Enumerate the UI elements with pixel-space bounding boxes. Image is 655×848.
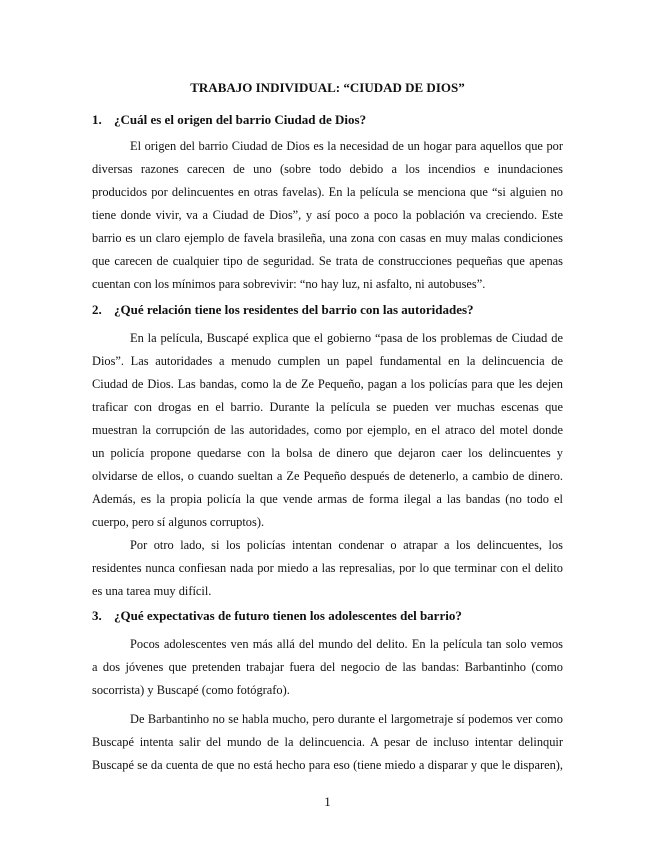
text-line: Además, es la propia policía la que vende armas de forma ilegal a las bandas (no todo el (92, 492, 563, 506)
text-line: En la película, Buscapé explica que el gobierno “pasa de los problemas de Ciudad de (130, 331, 563, 345)
section-heading-text: ¿Qué relación tiene los residentes del barrio con las autoridades? (114, 302, 474, 317)
text-line: residentes nunca confiesan nada por miedo a las represalias, por lo que terminar con el delito (92, 561, 563, 575)
text-line: socorrista) y Buscapé (como fotógrafo). (92, 683, 290, 697)
document-title: TRABAJO INDIVIDUAL: “CIUDAD DE DIOS” (190, 80, 465, 95)
paragraph (92, 708, 563, 777)
text-line: Pocos adolescentes ven más allá del mundo del delito. En la película tan solo vemos (130, 637, 563, 651)
section-heading-3 (92, 608, 462, 624)
paragraph (92, 633, 563, 702)
section-heading-text: ¿Qué expectativas de futuro tienen los adolescentes del barrio? (114, 608, 462, 623)
text-line: tiene donde vivir, va a Ciudad de Dios”, y así poco a poco la población va creciendo. Este (92, 208, 563, 222)
text-line: olvidarse de ellos, o cuando sueltan a Ze Pequeño después de detenerlo, a cambio de dinero. (92, 469, 563, 483)
text-line: que carecen de cualquier tipo de seguridad. Se trata de construcciones pequeñas que apenas (92, 254, 563, 268)
text-line: traficar con drogas en el barrio. Durante la película se pueden ver muchas escenas que (92, 400, 563, 414)
text-line: producidos por delincuentes en otras favelas). En la película se menciona que “si alguien no (92, 185, 563, 199)
page-number: 1 (324, 794, 331, 809)
paragraph (92, 327, 563, 534)
section-number: 3. (92, 608, 102, 623)
section-heading-1 (92, 112, 366, 128)
section-number: 2. (92, 302, 102, 317)
text-line: cuentan con los mínimos para sobrevivir: “no hay luz, ni asfalto, ni autobuses”. (92, 277, 486, 291)
paragraph (92, 534, 563, 603)
paragraph (92, 135, 563, 296)
text-line: Ciudad de Dios. Las bandas, como la de Ze Pequeño, pagan a los policías para que les dejen (92, 377, 563, 391)
text-line: barrio es un claro ejemplo de favela brasileña, una zona con casas en muy malas condiciones (92, 231, 563, 245)
text-line: es una tarea muy difícil. (92, 584, 212, 598)
text-line: El origen del barrio Ciudad de Dios es la necesidad de un hogar para aquellos que por (130, 139, 563, 153)
section-number: 1. (92, 112, 102, 127)
text-line: cuerpo, pero sí algunos corruptos). (92, 515, 265, 529)
text-line: Buscapé intenta salir del mundo de la delincuencia. A pesar de incluso intentar delinquir (92, 735, 563, 749)
text-line: a dos jóvenes que pretenden trabajar fuera del negocio de las bandas: Barbantinho (como (92, 660, 563, 674)
text-line: muestran la corrupción de las autoridades, como por ejemplo, en el atraco del motel donde (92, 423, 563, 437)
text-line: diversas razones carecen de uno (sobre todo debido a los incendios e inundaciones (92, 162, 563, 176)
text-line: De Barbantinho no se habla mucho, pero durante el largometraje sí podemos ver como (130, 712, 563, 726)
text-line: un policía propone quedarse con la bolsa de dinero que dejaron caer los delincuentes y (92, 446, 563, 460)
text-line: Por otro lado, si los policías intentan condenar o atrapar a los delincuentes, los (130, 538, 563, 552)
text-line: Buscapé se da cuenta de que no está hecho para eso (tiene miedo a disparar y que le disparen), (92, 758, 563, 772)
section-heading-2 (92, 302, 474, 318)
text-line: Dios”. Las autoridades a menudo cumplen un papel fundamental en la delincuencia de (92, 354, 563, 368)
section-heading-text: ¿Cuál es el origen del barrio Ciudad de Dios? (114, 112, 367, 127)
